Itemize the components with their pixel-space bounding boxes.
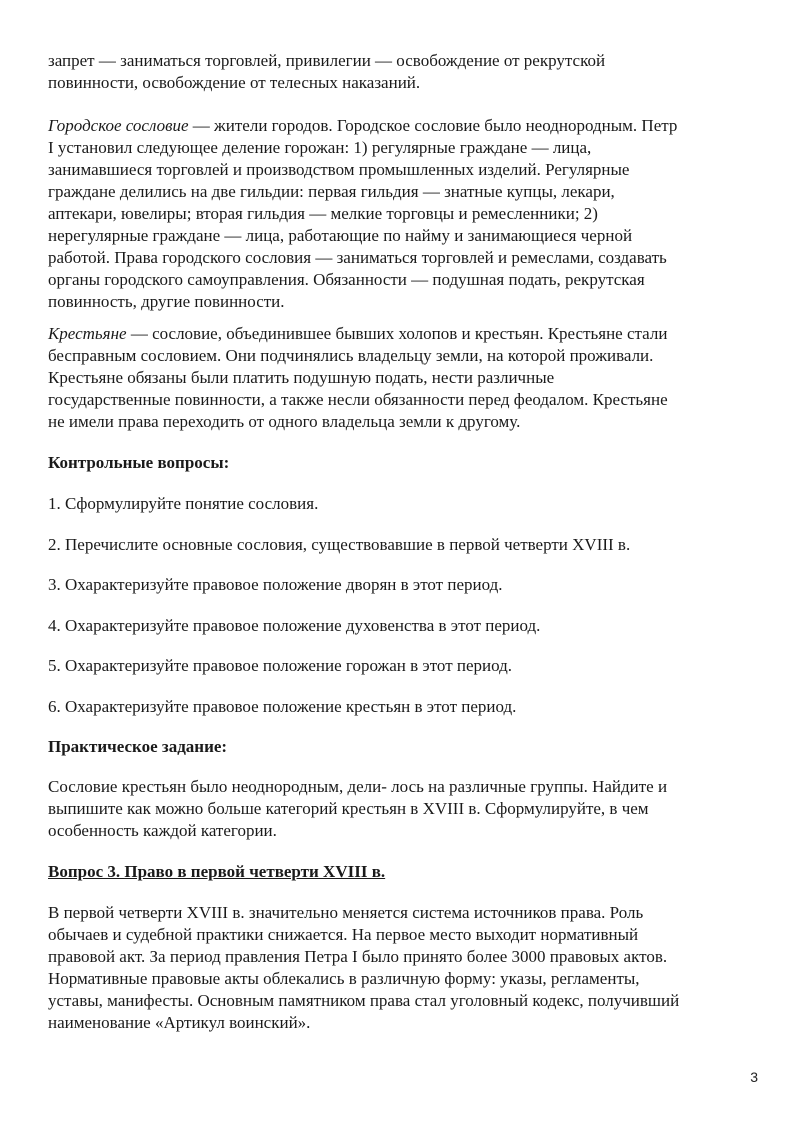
text-line: В первой четверти XVIII в. значительно меняется система источников права. Роль: [48, 903, 644, 922]
text-line: обычаев и судебной практики снижается. На первое место выходит нормативный: [48, 925, 639, 944]
text-line: выпишите как можно больше категорий крестьян в XVIII в. Сформулируйте, в чем: [48, 799, 649, 818]
text-line: повинности, освобождение от телесных наказаний.: [48, 73, 421, 92]
text-line: запрет — заниматься торговлей, привилегии — освобождение от рекрутской: [48, 51, 606, 70]
text-line: нерегулярные граждане — лица, работающие по найму и занимающиеся черной: [48, 226, 633, 245]
text-line: государственные повинности, а также несли обязанности перед феодалом. Крестьяне: [48, 390, 668, 409]
control-questions-heading: Контрольные вопросы:: [48, 453, 230, 472]
question-item: 5. Охарактеризуйте правовое положение горожан в этот период.: [48, 656, 513, 675]
term-city-estate: Городское сословие: [48, 116, 189, 135]
text-span: — сословие, объединившее бывших холопов и крестьян. Крестьяне стали: [126, 324, 668, 343]
text-line: [48, 115, 768, 137]
text-line: I установил следующее деление горожан: 1) регулярные граждане — лица,: [48, 138, 592, 157]
text-line: Крестьяне обязаны были платить подушную подать, нести различные: [48, 368, 555, 387]
question-item: 4. Охарактеризуйте правовое положение духовенства в этот период.: [48, 616, 541, 635]
text-line: особенность каждой категории.: [48, 821, 277, 840]
term-peasants: Крестьяне: [48, 324, 127, 343]
text-line: правовой акт. За период правления Петра I было принято более 3000 правовых актов.: [48, 947, 668, 966]
text-line: бесправным сословием. Они подчинялись владельцу земли, на которой проживали.: [48, 346, 654, 365]
paragraph-law-sources: [48, 902, 768, 1034]
practical-task-heading: Практическое задание:: [48, 737, 228, 756]
text-line: граждане делились на две гильдии: первая гильдия — знатные купцы, лекари,: [48, 182, 615, 201]
question-item: 1. Сформулируйте понятие сословия.: [48, 494, 319, 513]
question-item: 2. Перечислите основные сословия, существовавшие в первой четверти XVIII в.: [48, 535, 631, 554]
text-line: Сословие крестьян было неоднородным, дели- лось на различные группы. Найдите и: [48, 777, 668, 796]
text-line: не имели права переходить от одного владельца земли к другому.: [48, 412, 521, 431]
paragraph-peasants: [48, 323, 768, 433]
text-line: работой. Права городского сословия — заниматься торговлей и ремеслами, создавать: [48, 248, 667, 267]
text-line: повинность, другие повинности.: [48, 292, 285, 311]
text-line: уставы, манифесты. Основным памятником права стал уголовный кодекс, получивший: [48, 991, 680, 1010]
text-line: Нормативные правовые акты облекались в различную форму: указы, регламенты,: [48, 969, 640, 988]
paragraph-intro-tail: [48, 50, 768, 94]
text-span: — жители городов. Городское сословие было неоднородным. Петр: [188, 116, 678, 135]
paragraph-city-estate: [48, 115, 768, 313]
text-line: занимавшиеся торговлей и производством промышленных изделий. Регулярные: [48, 160, 630, 179]
question-item: 3. Охарактеризуйте правовое положение дворян в этот период.: [48, 575, 503, 594]
text-line: органы городского самоуправления. Обязанности — подушная подать, рекрутская: [48, 270, 645, 289]
page-number: 3: [750, 1069, 758, 1085]
question-item: 6. Охарактеризуйте правовое положение крестьян в этот период.: [48, 697, 517, 716]
section-heading-question-3: Вопрос 3. Право в первой четверти XVIII в.: [48, 862, 386, 881]
practical-task-text: [48, 776, 768, 842]
text-line: аптекари, ювелиры; вторая гильдия — мелкие торговцы и ремесленники; 2): [48, 204, 598, 223]
text-line: наименование «Артикул воинский».: [48, 1013, 311, 1032]
text-line: [48, 323, 768, 345]
